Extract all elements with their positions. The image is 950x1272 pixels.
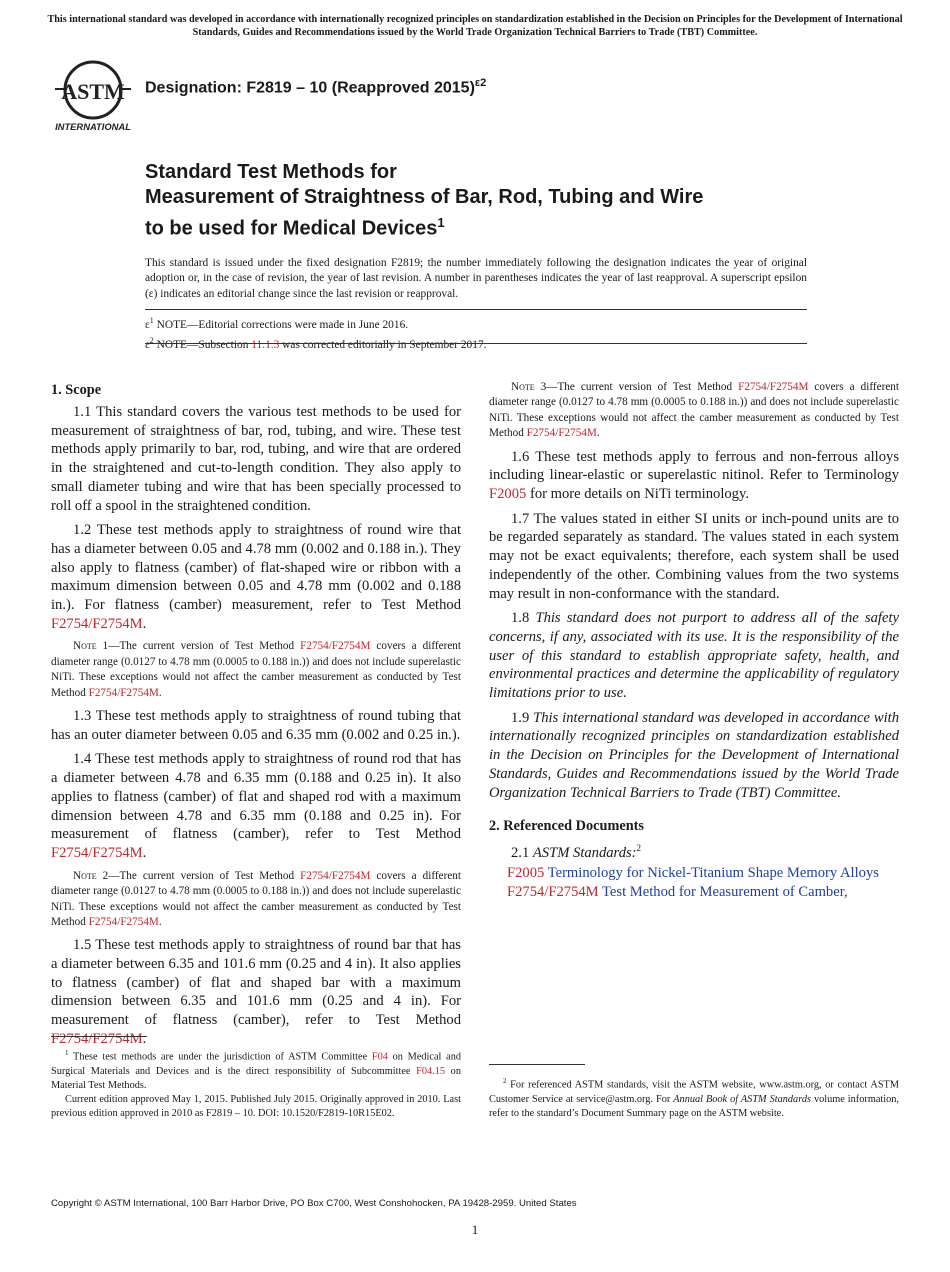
approval-history: Current edition approved May 1, 2015. Published July 2015. Originally approved in 2010. Last previous edition approved in 2010 as F2819 – 10. DOI: 10.1520/F2819-10R15E02. — [51, 1094, 461, 1120]
title-line-3: to be used for Medical Devices — [145, 217, 438, 240]
title-line-1: Standard Test Methods for — [145, 161, 397, 183]
note-2: Note 2—The current version of Test Method F2754/F2754M covers a different diameter range (0.0127 to 4.78 mm (0.0005 to 0.188 in.)) and does not include superelastic NiTi. These exceptions would not affect the camber measurement as conducted by Test Method F2754/F2754M. — [51, 869, 461, 928]
left-column — [51, 380, 461, 1049]
footnote-2: $^2$ For referenced ASTM standards, visit the ASTM website, www.astm.org, or contact ASTM Customer Service at service@astm.org. For Annual Book of ASTM Standards volume information, refer to the standard’s Document Summary page on the ASTM website. — [489, 1077, 899, 1119]
editorial-note-2: $\varepsilon^2$ NOTE—Subsection 11.1.3 was corrected editorially in September 2017. — [145, 335, 487, 351]
f2754-link[interactable]: F2754/F2754M — [51, 844, 143, 861]
ref-title[interactable]: Test Method for Measurement of Camber, — [598, 883, 848, 900]
ref-code[interactable]: F2754/F2754M — [507, 883, 599, 900]
right-column — [489, 380, 899, 901]
f2005-link[interactable]: F2005 — [489, 486, 527, 503]
f2754-link[interactable]: F2754/F2754M — [738, 381, 809, 393]
divider — [145, 343, 807, 344]
para-1-7: 1.7 The values stated in either SI units or inch-pound units are to be regarded separately as standard. The values stated in each system may not be exact equivalents; therefore, each system shall be used independently of the other. Combining values from the two systems may result in non-conformance with the standard. — [489, 510, 899, 602]
para-1-4: 1.4 These test methods apply to straightness of round rod that has a diameter between 4.78 and 6.35 mm (0.188 and 0.25 in). It also applies to flatness (camber) of flat and shaped rod with a maximum dimension between 4.78 and 6.35 mm (0.188 and 0.25 in). For measurement of flatness (camber), refer to Test Method F2754/F2754M. — [51, 751, 461, 861]
logo-sub-text: INTERNATIONAL — [55, 121, 131, 132]
astm-standards-subheading: 2.1 ASTM Standards:$^2$ — [511, 843, 642, 862]
note-3: Note 3—The current version of Test Method F2754/F2754M covers a different diameter range (0.0127 to 4.78 mm (0.0005 to 0.188 in.)) and does not include superelastic NiTi. These exceptions would not affect the camber measurement as conducted by Test Method F2754/F2754M. — [489, 381, 899, 440]
f2754-link[interactable]: F2754/F2754M — [300, 640, 371, 653]
para-1-2: 1.2 These test methods apply to straightness of round wire that has a diameter between 0.05 and 4.78 mm (0.002 and 0.188 in.). They also apply to flatness (camber) of flat-shaped wire or ribbon with a maximum dimension between 0.05 and 4.78 mm (0.002 and 0.188 in.). For flatness (camber) measurement, refer to Test Method F2754/F2754M. — [51, 522, 461, 632]
designation — [145, 77, 486, 97]
subsection-link[interactable]: 11.1.3 — [251, 338, 280, 351]
designation-text: Designation: F2819 – 10 (Reapproved 2015) — [145, 79, 475, 97]
footnote-divider — [51, 1036, 147, 1037]
document-title — [145, 160, 865, 242]
editorial-notes — [145, 313, 807, 353]
logo-mark-text: ASTM — [61, 79, 125, 104]
designation-epsilon: ε2 — [474, 77, 487, 89]
ref-title[interactable]: Terminology for Nickel-Titanium Shape Memory Alloys — [544, 864, 879, 881]
footnote-1: $^1$ These test methods are under the jurisdiction of ASTM Committee F04 on Medical and Surgical Materials and Devices and is the direct responsibility of Subcommittee F04.15 on Material Test Methods. Current edition approved May 1, 2015. Published July 2015. Originally approved in 2010. Last previous edition approved in 2010 as F2819 – 10. DOI: 10.1520/F2819-10R15E02. — [51, 1046, 461, 1121]
para-1-3: 1.3 These test methods apply to straightness of round tubing that has an outer diameter between 0.05 and 6.35 mm (0.002 and 0.25 in.). — [51, 708, 461, 743]
para-1-8: 1.8 This standard does not purport to address all of the safety concerns, if any, associated with its use. It is the responsibility of the user of this standard to establish appropriate safety, health, and environmental practices and determine the applicability of regulatory limitations prior to use. — [489, 610, 899, 702]
section-1-heading: 1. Scope — [51, 382, 102, 398]
copyright-line: Copyright © ASTM International, 100 Barr Harbor Drive, PO Box C700, West Conshohocken, PA 19428-2959. United States — [51, 1198, 577, 1209]
footnote-divider — [489, 1064, 585, 1065]
para-1-9: 1.9 This international standard was developed in accordance with internationally recognized principles on standardization established in the Decision on Principles for the Development of International Standards, Guides and Recommendations issued by the World Trade Organization Technical Barriers to Trade (TBT) Committee. — [489, 709, 900, 801]
f04-15-link[interactable]: F04.15 — [416, 1065, 446, 1077]
divider — [145, 309, 807, 310]
f2754-link[interactable]: F2754/F2754M — [51, 615, 143, 632]
page-number: 1 — [471, 1222, 479, 1237]
para-1-5: 1.5 These test methods apply to straightness of round bar that has a diameter between 6.35 and 101.6 mm (0.25 and 4 in). It also applies to flatness (camber) of flat and shaped bar with a maximum dimension between 6.35 and 101.6 mm (0.25 and 4 in). For measurement of flatness (camber), refer to Test Method F2754/F2754M. — [51, 937, 461, 1047]
reference-f2754[interactable] — [489, 883, 899, 902]
title-line-2: Measurement of Straightness of Bar, Rod, Tubing and Wire — [145, 186, 704, 208]
f2754-link[interactable]: F2754/F2754M — [88, 915, 159, 928]
top-notice: This international standard was developed in accordance with internationally recognized principles on standardization established in the Decision on Principles for the Development of International Standards, Guides and Recommendations issued by the World Trade Organization Technical Barriers to Trade (TBT) Committee. — [47, 14, 903, 38]
f2754-link[interactable]: F2754/F2754M — [51, 1030, 143, 1047]
f2754-link[interactable]: F2754/F2754M — [88, 686, 159, 699]
ref-code[interactable]: F2005 — [507, 864, 545, 881]
section-2-heading: 2. Referenced Documents — [489, 818, 644, 835]
reference-f2005[interactable] — [489, 864, 899, 883]
para-1-1: 1.1 This standard covers the various test methods to be used for measurement of straightness of bar, rod, tubing, and wire. These test methods apply primarily to bar, rod, tubing, and wire that are ordered in the straightened and cut-to-length condition. They also apply to small diameter tubing and wire that has been specially processed to roll off a spool in the straightened condition. — [51, 404, 461, 514]
editorial-note-1: $\varepsilon^1$ NOTE—Editorial corrections were made in June 2016. — [145, 316, 409, 331]
astm-logo — [51, 60, 135, 134]
f2754-link[interactable]: F2754/F2754M — [300, 869, 371, 882]
f04-link[interactable]: F04 — [371, 1051, 388, 1063]
issuance-statement: This standard is issued under the fixed designation F2819; the number immediately following the designation indicates the year of original adoption or, in the case of revision, the year of last revision. A number in parentheses indicates the year of last reapproval. A superscript epsilon (ε) indicates an editorial change since the last revision or reapproval. — [145, 257, 807, 300]
f2754-link[interactable]: F2754/F2754M — [526, 427, 597, 440]
para-1-6: 1.6 These test methods apply to ferrous and non-ferrous alloys including linear-elastic or superelastic nitinol. Refer to Terminology F2005 for more details on NiTi terminology. — [489, 448, 899, 503]
title-footnote-ref: 1 — [437, 215, 445, 230]
note-1: Note 1—The current version of Test Method F2754/F2754M covers a different diameter range (0.0127 to 4.78 mm (0.0005 to 0.188 in.)) and does not include superelastic NiTi. These exceptions would not affect the camber measurement as conducted by Test Method F2754/F2754M. — [51, 640, 461, 699]
